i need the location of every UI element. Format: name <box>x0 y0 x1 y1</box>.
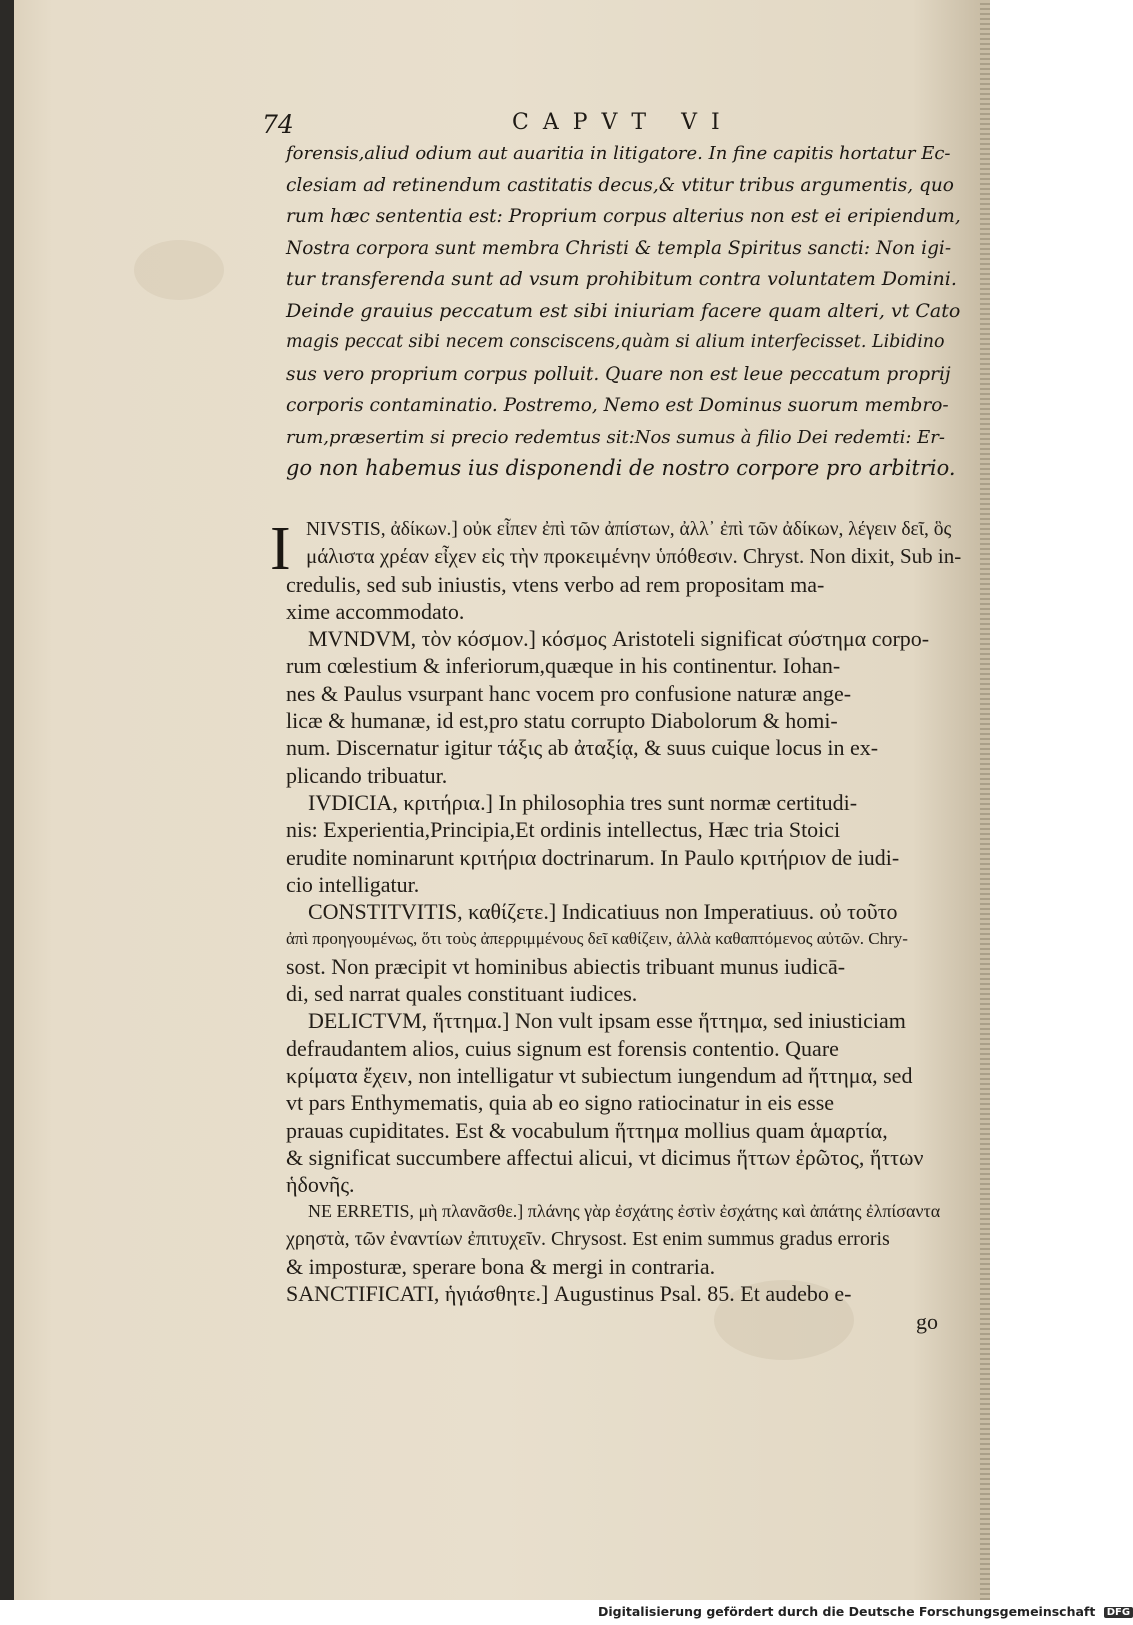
body-line: NE ERRETIS, μὴ πλανᾶσθε.] πλάνης γὰρ ἐσχάτης ἐστὶν ἐσχάτης καὶ ἀπάτης ἐλπίσαντα <box>308 1201 941 1222</box>
chapter-summary <box>286 138 962 485</box>
body-line: num. Discernatur igitur τάξις ab ἀταξίᾳ, & suus cuique locus in ex- <box>286 735 879 761</box>
body-line: & significat succumbere affectui alicui, vt dicimus ἥττων ἐρῶτος, ἥττων <box>286 1144 924 1170</box>
body-line: NIVSTIS, ἀδίκων.] οὐκ εἶπεν ἐπὶ τῶν ἀπίστων, ἀλλ᾽ ἐπὶ τῶν ἀδίκων, λέγειν δεῖ, ὃς <box>306 519 952 540</box>
summary-line: tur transferenda sunt ad vsum prohibitum contra voluntatem Domini. <box>286 268 957 290</box>
body-line: SANCTIFICATI, ἡγιάσθητε.] Augustinus Psal. 85. Et audebo e- <box>286 1281 852 1307</box>
body-line: χρηστὰ, τῶν ἐναντίων ἐπιτυχεῖν. Chrysost. Est enim summus gradus erroris <box>286 1227 890 1250</box>
summary-line: rum,præsertim si precio redemtus sit:Nos sumus à filio Dei redemti: Er- <box>286 426 945 448</box>
page-edge <box>980 0 990 1600</box>
paper-stain <box>134 240 224 300</box>
body-line: vt pars Enthymematis, quia ab eo signo ratiocinatur in eis esse <box>286 1090 835 1116</box>
body-line: prauas cupiditates. Est & vocabulum ἥττημα mollius quam ἁμαρτία, <box>286 1117 888 1143</box>
body-line: DELICTVM, ἥττημα.] Non vult ipsam esse ἥττημα, sed iniusticiam <box>308 1008 906 1034</box>
body-line: cio intelligatur. <box>286 871 420 897</box>
drop-initial: I <box>270 515 291 583</box>
summary-line: go non habemus ius disponendi de nostro corpore pro arbitrio. <box>286 456 956 480</box>
body-line: erudite nominarunt κριτήρια doctrinarum. In Paulo κριτήριον de iudi- <box>286 844 900 870</box>
catchword: go <box>916 1308 938 1334</box>
body-line: MVNDVM, τὸν κόσμον.] κόσμος Aristoteli significat σύστημα corpo- <box>308 626 930 652</box>
summary-line: forensis,aliud odium aut auaritia in litigatore. In fine capitis hortatur Ec- <box>286 143 951 164</box>
body-line: IVDICIA, κριτήρια.] In philosophia tres sunt normæ certitudi- <box>308 789 858 815</box>
body-line: ἡδονῆς. <box>286 1172 355 1198</box>
summary-line: magis peccat sibi necem consciscens,quàm si alium interfecisset. Libidino <box>286 332 945 352</box>
body-line: plicando tribuatur. <box>286 762 448 788</box>
body-line: rum cœlestium & inferiorum,quæque in his continentur. Iohan- <box>286 653 841 679</box>
body-line: & imposturæ, sperare bona & mergi in contraria. <box>286 1254 716 1280</box>
body-line: nes & Paulus vsurpant hanc vocem pro confusione naturæ ange- <box>286 680 852 706</box>
page-number: 74 <box>262 110 294 139</box>
digitization-footer <box>598 1604 1133 1619</box>
summary-line: rum hæc sententia est: Proprium corpus alterius non est ei eripiendum, <box>286 206 961 227</box>
page-header <box>262 110 952 140</box>
summary-line: clesiam ad retinendum castitatis decus,& vtitur tribus argumentis, quo <box>286 174 954 196</box>
body-line: defraudantem alios, cuius signum est forensis contentio. Quare <box>286 1035 839 1061</box>
summary-line: Deinde grauius peccatum est sibi iniuriam facere quam alteri, vt Cato <box>286 299 961 322</box>
body-line: CONSTITVITIS, καθίζετε.] Indicatiuus non Imperatiuus. οὐ τοῦτο <box>308 899 898 925</box>
body-line: ἀπὶ προηγουμένως, ὅτι τοὺς ἀπερριμμένους δεῖ καθίζειν, ἀλλὰ καθαπτόμενος αὐτῶν. Chry- <box>286 929 908 949</box>
commentary-text <box>286 516 962 1335</box>
dfg-logo: DFG <box>1104 1607 1133 1618</box>
body-line: credulis, sed sub iniustis, vtens verbo ad rem propositam ma- <box>286 571 825 597</box>
summary-line: sus vero proprium corpus polluit. Quare non est leue peccatum proprij <box>286 363 951 385</box>
body-line: nis: Experientia,Principia,Et ordinis intellectus, Hæc tria Stoici <box>286 817 841 843</box>
body-line: xime accommodato. <box>286 598 465 624</box>
body-line: sost. Non præcipit vt hominibus abiectis tribuant munus iudicā- <box>286 953 846 979</box>
body-line: κρίματα ἔχειν, non intelligatur vt subiectum iungendum ad ἥττημα, sed <box>286 1062 913 1088</box>
footer-text: Digitalisierung gefördert durch die Deutsche Forschungsgemeinschaft <box>598 1604 1096 1619</box>
summary-line: Nostra corpora sunt membra Christi & templa Spiritus sancti: Non igi- <box>286 237 952 259</box>
body-line: licæ & humanæ, id est,pro statu corrupto Diabolorum & homi- <box>286 708 838 734</box>
summary-line: corporis contaminatio. Postremo, Nemo est Dominus suorum membro- <box>286 395 949 416</box>
body-line: di, sed narrat quales constituant iudices. <box>286 981 638 1007</box>
body-line: μάλιστα χρέαν εἶχεν εἰς τὴν προκειμένην ὑπόθεσιν. Chryst. Non dixit, Sub in- <box>306 544 962 569</box>
running-head: CAPVT VI <box>512 110 734 135</box>
